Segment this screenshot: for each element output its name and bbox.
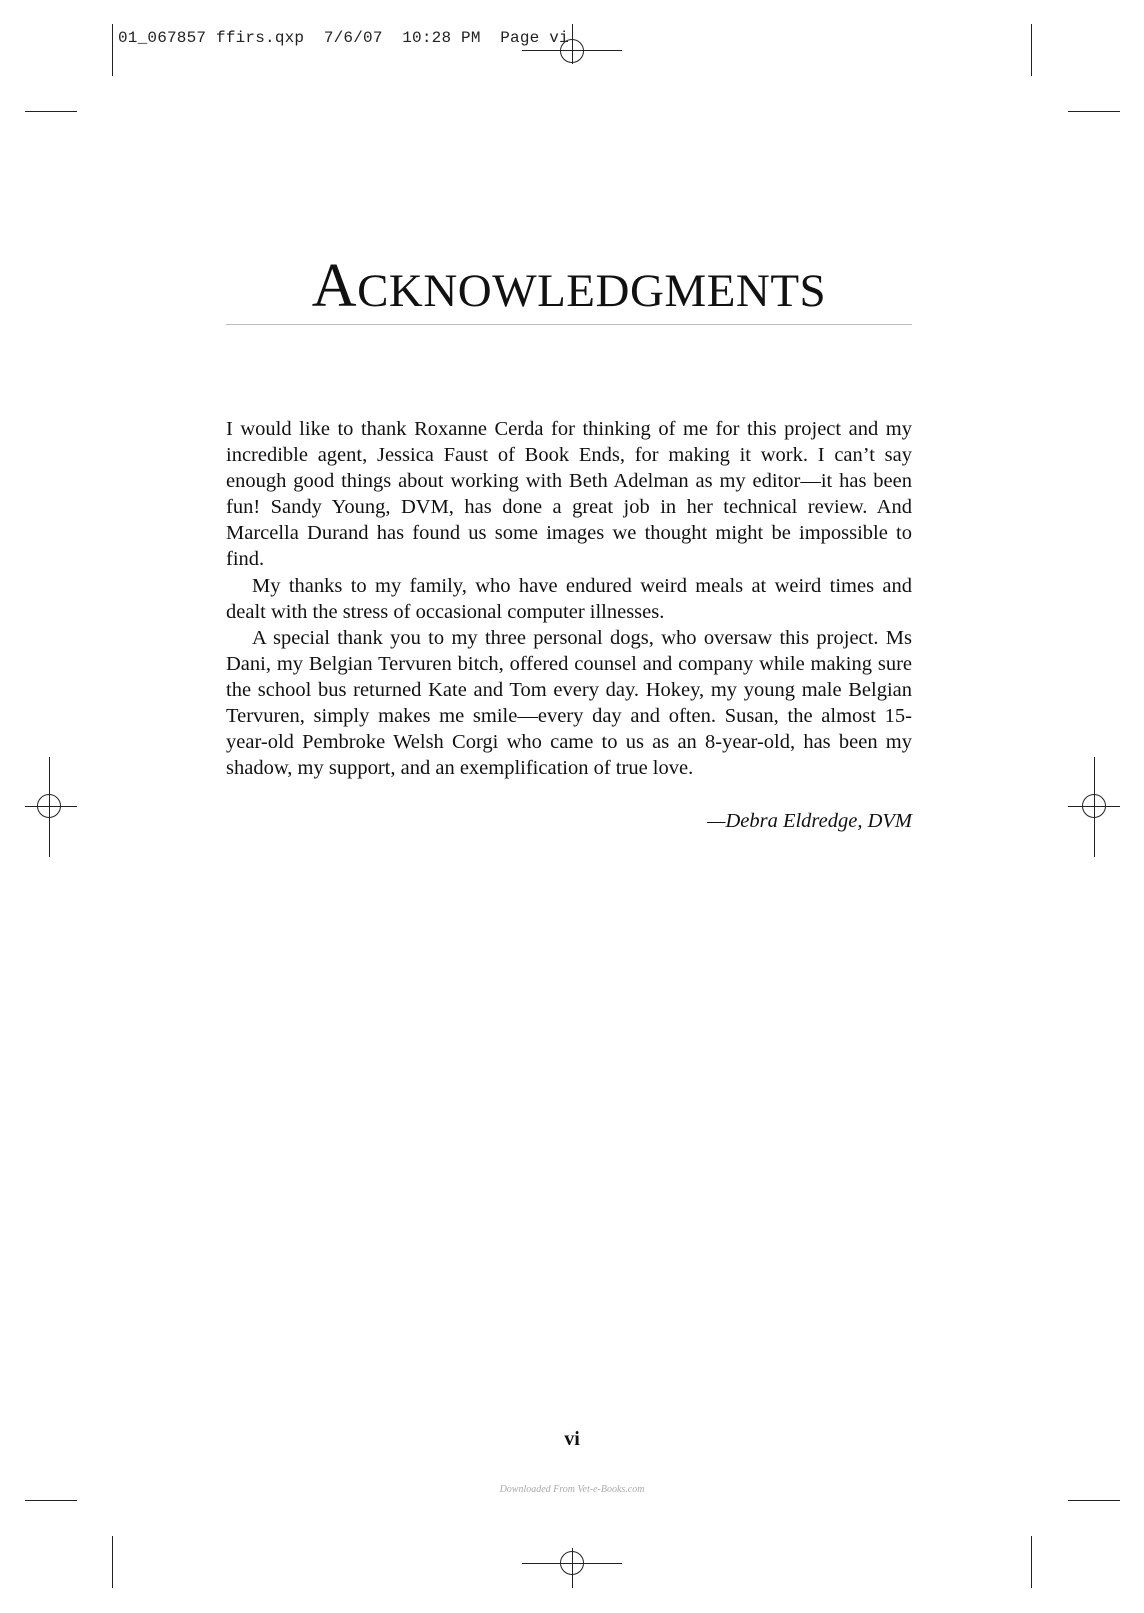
title-initial: A: [311, 252, 358, 320]
page-title: [226, 252, 912, 320]
crop-mark: [112, 1536, 113, 1588]
crop-mark: [25, 1500, 77, 1501]
registration-circle-icon: [37, 794, 61, 818]
registration-circle-icon: [560, 1551, 584, 1575]
crop-mark: [1068, 111, 1120, 112]
signature: —Debra Eldredge, DVM: [707, 810, 912, 832]
paragraph: A special thank you to my three personal dogs, who oversaw this project. Ms Dani, my Belgian Tervuren bitch, offered counsel and company while making sure the school bus returned Kate and Tom every day. Hokey, my young male Belgian Tervuren, simply makes me smile—every day and often. Susan, the almost 15-year-old Pembroke Welsh Corgi who came to us as an 8-year-old, has been my shadow, my support, and an exemplification of true love.: [226, 626, 912, 780]
page-number: vi: [564, 1428, 580, 1450]
registration-circle-icon: [1082, 794, 1106, 818]
crop-mark: [112, 24, 113, 76]
paragraph: My thanks to my family, who have endured weird meals at weird times and dealt with the stress of occasional computer illnesses.: [226, 574, 912, 623]
crop-mark: [25, 111, 77, 112]
crop-mark: [1068, 1500, 1120, 1501]
slug-line: 01_067857 ffirs.qxp 7/6/07 10:28 PM Page vi: [118, 29, 569, 47]
paragraph: I would like to thank Roxanne Cerda for thinking of me for this project and my incredible agent, Jessica Faust of Book Ends, for making it work. I can’t say enough good things about working with Beth Adelman as my editor—it has been fun! Sandy Young, DVM, has done a great job in her technical review. And Marcella Durand has found us some images we thought might be impossible to find.: [226, 418, 912, 571]
title-rule: [226, 324, 912, 325]
crop-mark: [1031, 1536, 1032, 1588]
body-text: [226, 416, 912, 781]
watermark: Downloaded From Vet-e-Books.com: [499, 1484, 645, 1495]
title-rest: CKNOWLEDGMENTS: [357, 265, 827, 317]
crop-mark: [1031, 24, 1032, 76]
